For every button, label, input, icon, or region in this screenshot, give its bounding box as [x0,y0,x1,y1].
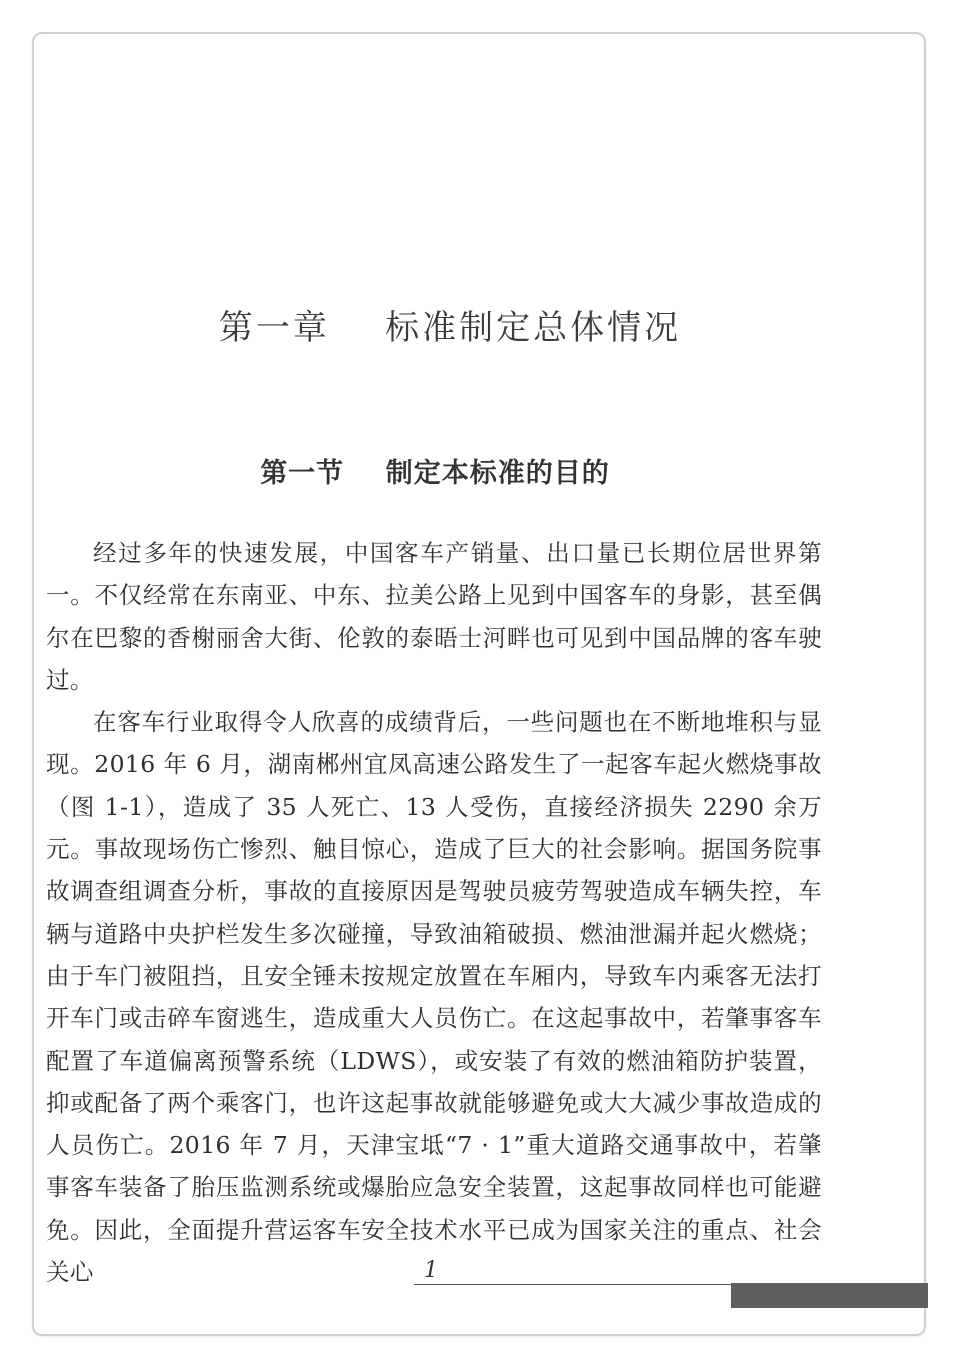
footer-rule [414,1284,732,1285]
chapter-title: 第一章 标准制定总体情况 [218,308,682,348]
section-title: 第一节 制定本标准的目的 [260,458,610,489]
body-text [46,532,822,1293]
footer-bar [731,1283,928,1308]
page-number: 1 [424,1258,438,1283]
paragraph-1: 经过多年的快速发展，中国客车产销量、出口量已长期位居世界第一。不仅经常在东南亚、中东、拉美公路上见到中国客车的身影，甚至偶尔在巴黎的香榭丽舍大街、伦敦的泰晤士河畔也可见到中国品牌的客车驶过。 [46,539,822,694]
paragraph-2: 在客车行业取得令人欣喜的成绩背后，一些问题也在不断地堆积与显现。2016 年 6 月，湖南郴州宜凤高速公路发生了一起客车起火燃烧事故（图 1-1），造成了 35 人死亡、13 人受伤，直接经济损失 2290 余万元。事故现场伤亡惨烈、触目惊心，造成了巨大的社会影响。据国务院事故调查组调查分析，事故的直接原因是驾驶员疲劳驾驶造成车辆失控，车辆与道路中央护栏发生多次碰撞，导致油箱破损、燃油泄漏并起火燃烧；由于车门被阻挡，且安全锤未按规定放置在车厢内，导致车内乘客无法打开车门或击碎车窗逃生，造成重大人员伤亡。在这起事故中，若肇事客车配置了车道偏离预警系统（LDWS），或安装了有效的燃油箱防护装置，抑或配备了两个乘客门，也许这起事故就能够避免或大大减少事故造成的人员伤亡。2016 年 7 月，天津宝坻“7 · 1”重大道路交通事故中，若肇事客车装备了胎压监测系统或爆胎应急安全装置，这起事故同样也可能避免。因此，全面提升营运客车安全技术水平已成为国家关注的重点、社会关心 [46,708,822,1287]
